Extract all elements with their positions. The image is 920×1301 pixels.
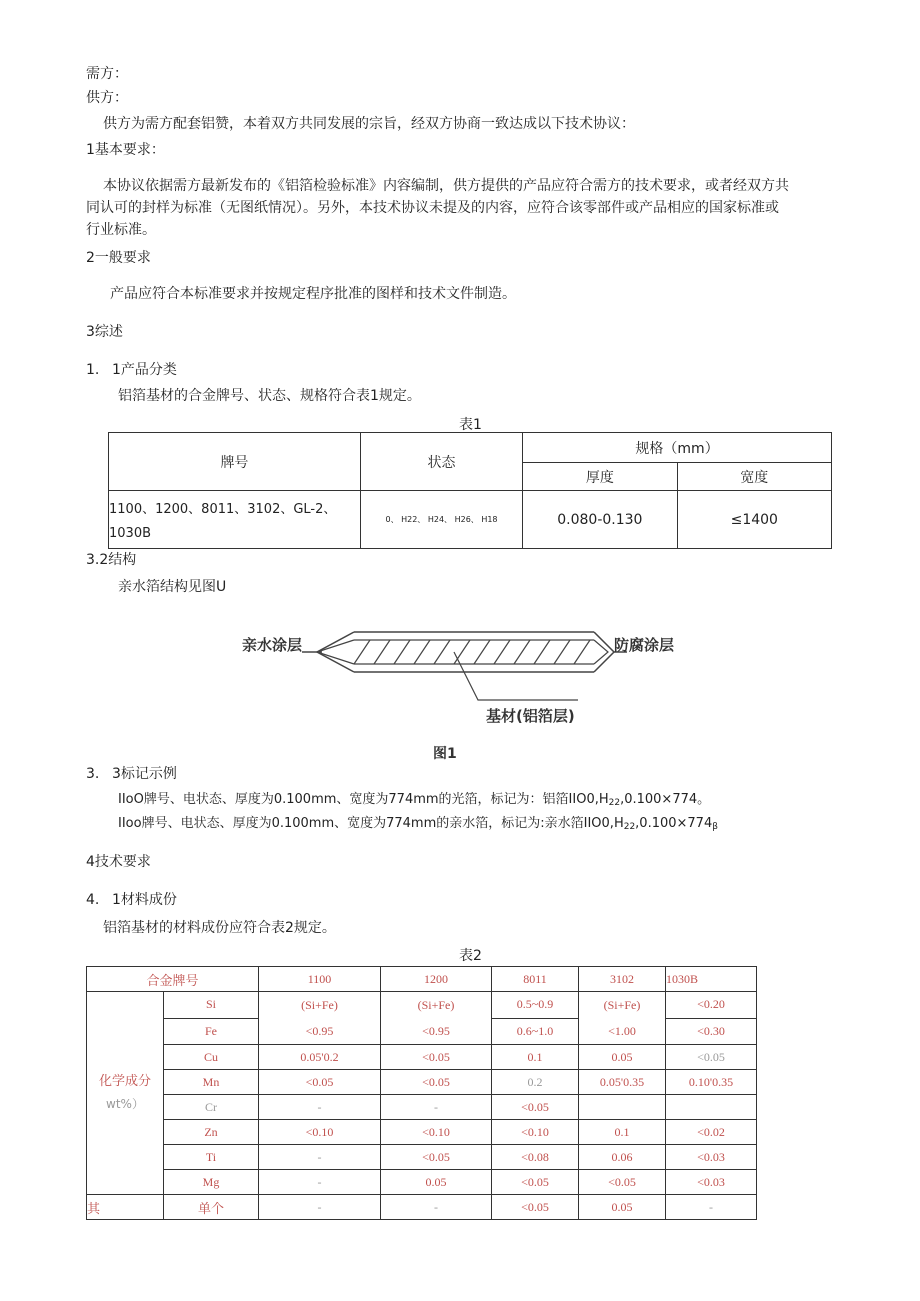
t2-other-1200: -	[381, 1195, 492, 1220]
t2-sife-3102-b: <1.00	[608, 1024, 636, 1038]
intro-text: 供方为需方配套铝赞，本着双方共同发展的宗旨，经双方协商一致达成以下技术协议：	[103, 116, 635, 132]
t2-other-8011: <0.05	[492, 1195, 579, 1220]
t2-si-1030b: <0.20	[666, 992, 757, 1019]
t2-sife-3102-a: (Si+Fe)	[603, 998, 641, 1012]
t2-cu-1030b: <0.05	[666, 1045, 757, 1070]
t1-header-state: 状态	[360, 433, 522, 491]
table1	[108, 432, 832, 549]
t2-elem-zn: Zn	[164, 1120, 259, 1145]
example2-subscript: 22	[623, 822, 636, 832]
t2-elem-ti: Ti	[164, 1145, 259, 1170]
t1-grade-cell	[109, 491, 361, 549]
t2-group-label	[87, 992, 164, 1195]
t2-cu-1200: <0.05	[381, 1045, 492, 1070]
t2-elem-cu: Cu	[164, 1045, 259, 1070]
t2-other-1030b: -	[666, 1195, 757, 1220]
t2-cr-3102	[579, 1095, 666, 1120]
t2-fe-8011: 0.6~1.0	[492, 1018, 579, 1045]
t2-ti-8011: <0.08	[492, 1145, 579, 1170]
t2-zn-1200: <0.10	[381, 1120, 492, 1145]
sec1-title: 1基本要求：	[86, 142, 165, 158]
t2-ti-1100: -	[259, 1145, 381, 1170]
sec41-title: 1材料成份	[112, 892, 177, 908]
sec1-para-line3: 行业标准。	[86, 222, 156, 238]
t2-si-8011: 0.5~0.9	[492, 992, 579, 1019]
example1-subscript: 22	[608, 798, 621, 808]
example2-tail: ,0.100×774	[635, 816, 713, 831]
t2-mg-3102: <0.05	[579, 1170, 666, 1195]
t2-sife-1100-b: <0.95	[305, 1024, 334, 1038]
t1-width-cell: ≤1400	[677, 491, 831, 549]
sec2-title: 2一般要求	[86, 250, 151, 266]
t2-mg-1030b: <0.03	[666, 1170, 757, 1195]
t2-mg-1200: 0.05	[381, 1170, 492, 1195]
t2-cr-1200: -	[381, 1095, 492, 1120]
t2-elem-mg: Mg	[164, 1170, 259, 1195]
t2-cr-1100: -	[259, 1095, 381, 1120]
t2-col-8011: 8011	[492, 967, 579, 992]
t2-cr-8011: <0.05	[492, 1095, 579, 1120]
t2-zn-8011: <0.10	[492, 1120, 579, 1145]
sec33-number: 3.	[86, 766, 100, 782]
sec32-title: 3.2结构	[86, 552, 137, 568]
sec31-number: 1.	[86, 362, 100, 378]
t2-sife-1200-b: <0.95	[422, 1024, 450, 1038]
t2-cr-1030b	[666, 1095, 757, 1120]
figure1-label-left: 亲水涂层	[242, 636, 303, 654]
t1-header-spec: 规格（mm）	[523, 433, 832, 463]
t2-zn-1100: <0.10	[259, 1120, 381, 1145]
sec33-example-line1	[118, 790, 710, 813]
t2-header-alloy: 合金牌号	[87, 967, 259, 992]
t1-header-grade: 牌号	[109, 433, 361, 491]
t2-cu-8011: 0.1	[492, 1045, 579, 1070]
t1-header-thickness: 厚度	[523, 463, 677, 491]
t2-zn-3102: 0.1	[579, 1120, 666, 1145]
figure1-label-bottom: 基材(铝箔层)	[486, 707, 575, 725]
example2-text: IIoo牌号、电状态、厚度为0.100mm、宽度为774mm的亲水箔，标记为:亲水箔IIO0,H	[118, 816, 624, 831]
t2-elem-cr: Cr	[164, 1095, 259, 1120]
t2-mn-1200: <0.05	[381, 1070, 492, 1095]
t2-fe-1030b: <0.30	[666, 1018, 757, 1045]
t2-elem-mn: Mn	[164, 1070, 259, 1095]
t2-mg-8011: <0.05	[492, 1170, 579, 1195]
t1-header-width: 宽度	[677, 463, 831, 491]
sec33-title: 3标记示例	[112, 766, 177, 782]
t2-other-3102: 0.05	[579, 1195, 666, 1220]
sec41-number: 4.	[86, 892, 100, 908]
figure1-label-right: 防腐涂层	[614, 636, 675, 654]
t2-ti-1030b: <0.03	[666, 1145, 757, 1170]
example1-text: IIoO牌号、电状态、厚度为0.100mm、宽度为774mm的光箔，标记为：铝箔IIO0,H	[118, 792, 609, 807]
t2-mn-1100: <0.05	[259, 1070, 381, 1095]
t1-grade-line2: 1030B	[109, 525, 152, 541]
t2-col-3102: 3102	[579, 967, 666, 992]
supplier-label: 供方：	[86, 90, 128, 106]
t2-sife-1200-a: (Si+Fe)	[417, 998, 455, 1012]
example2-end: β	[712, 822, 718, 832]
t2-mn-1030b: 0.10'0.35	[666, 1070, 757, 1095]
t2-mg-1100: -	[259, 1170, 381, 1195]
sec4-title: 4技术要求	[86, 854, 151, 870]
t2-cu-3102: 0.05	[579, 1045, 666, 1070]
t2-sife-1100	[259, 992, 381, 1045]
sec2-para: 产品应符合本标准要求并按规定程序批准的图样和技术文件制造。	[110, 286, 516, 302]
table2	[86, 966, 757, 1220]
t2-col-1100: 1100	[259, 967, 381, 992]
t2-group-label-line1: 化学成分	[98, 1074, 151, 1089]
example1-tail: ,0.100×774。	[620, 792, 711, 807]
sec32-text: 亲水箔结构见图U	[118, 579, 227, 595]
table1-caption: 表1	[459, 417, 482, 433]
t2-elem-si: Si	[164, 992, 259, 1019]
sec41-text: 铝箔基材的材料成份应符合表2规定。	[103, 920, 336, 936]
t2-zn-1030b: <0.02	[666, 1120, 757, 1145]
figure1	[242, 622, 692, 762]
t2-elem-fe: Fe	[164, 1018, 259, 1045]
table2-caption: 表2	[459, 948, 482, 964]
sec1-para-line2: 同认可的封样为标准（无图纸情况）。另外，本技术协议未提及的内容，应符合该零部件或产品相应的国家标准或	[86, 200, 779, 216]
t2-mn-3102: 0.05'0.35	[579, 1070, 666, 1095]
t2-other-1100: -	[259, 1195, 381, 1220]
t2-sife-1100-a: (Si+Fe)	[301, 998, 338, 1012]
t2-group-label-line2: wt%）	[106, 1097, 144, 1111]
t1-thickness-cell: 0.080-0.130	[523, 491, 677, 549]
sec33-example-line2	[118, 814, 718, 837]
figure1-caption: 图1	[433, 746, 457, 762]
sec3-title: 3综述	[86, 324, 123, 340]
t2-sife-3102	[579, 992, 666, 1045]
t1-grade-line1: 1100、1200、8011、3102、GL-2、	[109, 501, 337, 517]
t2-col-1200: 1200	[381, 967, 492, 992]
t2-col-1030b: 1030B	[666, 967, 757, 992]
sec1-para-line1: 本协议依据需方最新发布的《铝箔检验标准》内容编制，供方提供的产品应符合需方的技术要求，或者经双方共	[103, 178, 789, 194]
t2-ti-1200: <0.05	[381, 1145, 492, 1170]
t2-mn-8011: 0.2	[492, 1070, 579, 1095]
sec31-title: 1产品分类	[112, 362, 177, 378]
t2-cu-1100: 0.05'0.2	[259, 1045, 381, 1070]
t2-ti-3102: 0.06	[579, 1145, 666, 1170]
t2-sife-1200	[381, 992, 492, 1045]
t2-other-label-b: 单个	[164, 1195, 259, 1220]
sec31-text: 铝箔基材的合金牌号、状态、规格符合表1规定。	[118, 388, 421, 404]
buyer-label: 需方：	[86, 66, 128, 82]
t1-state-cell: 0、 H22、 H24、 H26、 H18	[360, 491, 522, 549]
t2-other-label-a: 其	[87, 1195, 164, 1220]
